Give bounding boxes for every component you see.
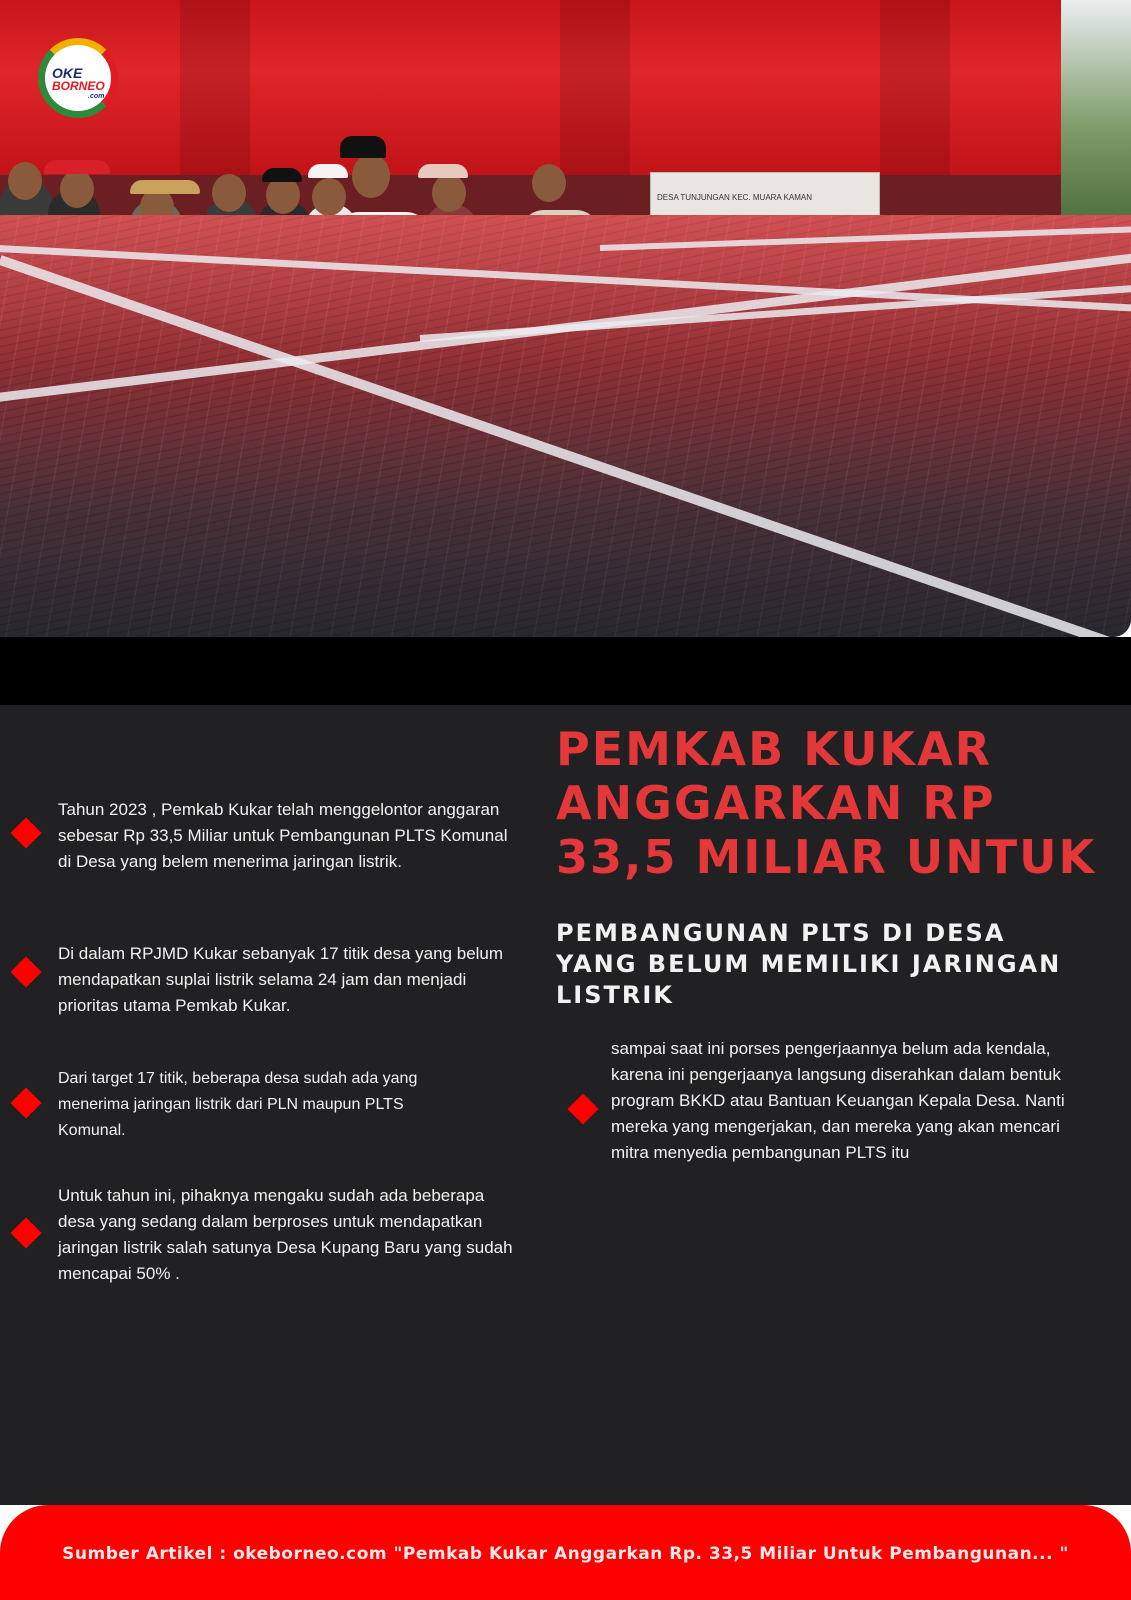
source-credit: Sumber Artikel : okeborneo.com "Pemkab Kukar Anggarkan Rp. 33,5 Miliar Untuk Pembangunan... " (62, 1544, 1069, 1564)
canopy-fold (560, 0, 630, 175)
bullet-text: Di dalam RPJMD Kukar sebanyak 17 titik desa yang belum mendapatkan suplai listrik selama 24 jam dan menjadi prioritas utama Pemkab Kukar. (58, 944, 504, 1015)
straw-hat (130, 180, 200, 194)
person-head (352, 154, 390, 198)
headline-title: PEMKAB KUKAR ANGGARKAN RP 33,5 MILIAR UNTUK (556, 722, 1097, 884)
trees-background (1061, 0, 1131, 230)
solar-panels (0, 215, 1131, 637)
headline-subtitle: PEMBANGUNAN PLTS DI DESA YANG BELUM MEMILIKI JARINGAN LISTRIK (556, 919, 1062, 1009)
red-tent-canopy (0, 0, 1131, 175)
cap (418, 164, 468, 178)
white-cap (308, 164, 348, 178)
bullet-text: Tahun 2023 , Pemkab Kukar telah menggelontor anggaran sebesar Rp 33,5 Miliar untuk Pembangunan PLTS Komunal di Desa yang belem menerima jaringan listrik. (58, 800, 508, 871)
divider-strip (0, 637, 1131, 705)
banner-text: DESA TUNJUNGAN KEC. MUARA KAMAN (657, 193, 812, 202)
person-head (8, 162, 42, 200)
red-cap (44, 160, 110, 174)
logo-text: .com (88, 93, 105, 100)
person-head (432, 174, 466, 212)
okeborneo-logo (38, 38, 118, 118)
black-cap (262, 168, 302, 182)
person-head (532, 164, 566, 202)
panel-frame (0, 255, 1131, 637)
hero-photo (0, 0, 1131, 637)
village-banner (650, 172, 880, 220)
person-head (212, 174, 246, 212)
person-head (60, 170, 94, 208)
black-peci (340, 136, 386, 158)
logo-text: BORNEO (52, 79, 105, 93)
panel-frame (600, 221, 1131, 251)
bullet-text: Dari target 17 titik, beberapa desa sudah ada yang menerima jaringan listrik dari PLN maupun PLTS Komunal. (58, 1070, 418, 1139)
canopy-fold (880, 0, 950, 175)
logo-text: OKE (52, 65, 83, 81)
bullet-text: Untuk tahun ini, pihaknya mengaku sudah ada beberapa desa yang sedang dalam berproses untuk mendapatkan jaringan listrik salah satunya Desa Kupang Baru yang sudah mencapai 50% . (58, 1186, 513, 1283)
person-head (312, 178, 346, 216)
canopy-fold (180, 0, 250, 175)
bullet-text: sampai saat ini porses pengerjaannya belum ada kendala, karena ini pengerjaanya langsung diserahkan dalam bentuk program BKKD atau Bantuan Keuangan Kepala Desa. Nanti mereka yang mengerjakan, dan mereka yang akan mencari mitra menyedia pembangunan PLTS itu (611, 1039, 1065, 1162)
